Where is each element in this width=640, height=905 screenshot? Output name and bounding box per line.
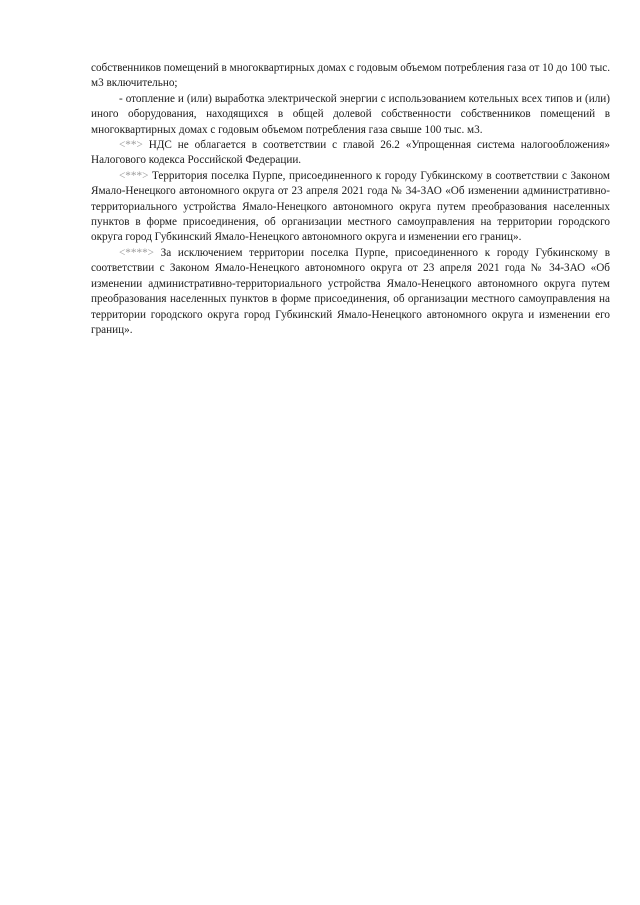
footnote-text: За исключением территории поселка Пурпе, присоединенного к городу Губкинскому в соответствии с Законом Ямало-Ненецкого автономного округа от 23 апреля 2021 года № 34-ЗАО «Об изменении административно-территориального устройства Ямало-Ненецкого автономного округа путем преобразования населенных пунктов в форме присоединения, об организации местного самоуправления на территории городского округа город Губкинский Ямало-Ненецкого автономного округа и изменении его границ». — [91, 246, 610, 336]
footnote-purpe-territory — [91, 169, 610, 246]
footnote-vat — [91, 138, 610, 169]
paragraph-text: - отопление и (или) выработка электрической энергии с использованием котельных всех типов и (или) иного оборудования, находящихся в общей долевой собственности собственников помещений в многоквартирных домах с годовым объемом потребления газа свыше 100 тыс. м3. — [91, 92, 610, 136]
footnote-marker: <****> — [119, 246, 154, 259]
footnote-excluding-purpe — [91, 246, 610, 338]
paragraph-consumers-continued — [91, 61, 610, 92]
footnote-text: Территория поселка Пурпе, присоединенного к городу Губкинскому в соответствии с Законом Ямало-Ненецкого автономного округа от 23 апреля 2021 года № 34-ЗАО «Об изменении административно-территориального устройства Ямало-Ненецкого автономного округа путем преобразования населенных пунктов в форме присоединения, об организации местного самоуправления на территории городского округа город Губкинский Ямало-Ненецкого автономного округа и изменении его границ». — [91, 169, 610, 244]
paragraph-text: собственников помещений в многоквартирных домах с годовым объемом потребления газа от 10 до 100 тыс. м3 включительно; — [91, 62, 610, 90]
footnote-text: НДС не облагается в соответствии с главой 26.2 «Упрощенная система налогообложения» Налогового кодекса Российской Федерации. — [91, 139, 610, 167]
paragraph-heating-item — [91, 92, 610, 138]
document-body — [91, 61, 610, 338]
footnote-marker: <**> — [119, 139, 143, 152]
footnote-marker: <***> — [119, 169, 149, 182]
